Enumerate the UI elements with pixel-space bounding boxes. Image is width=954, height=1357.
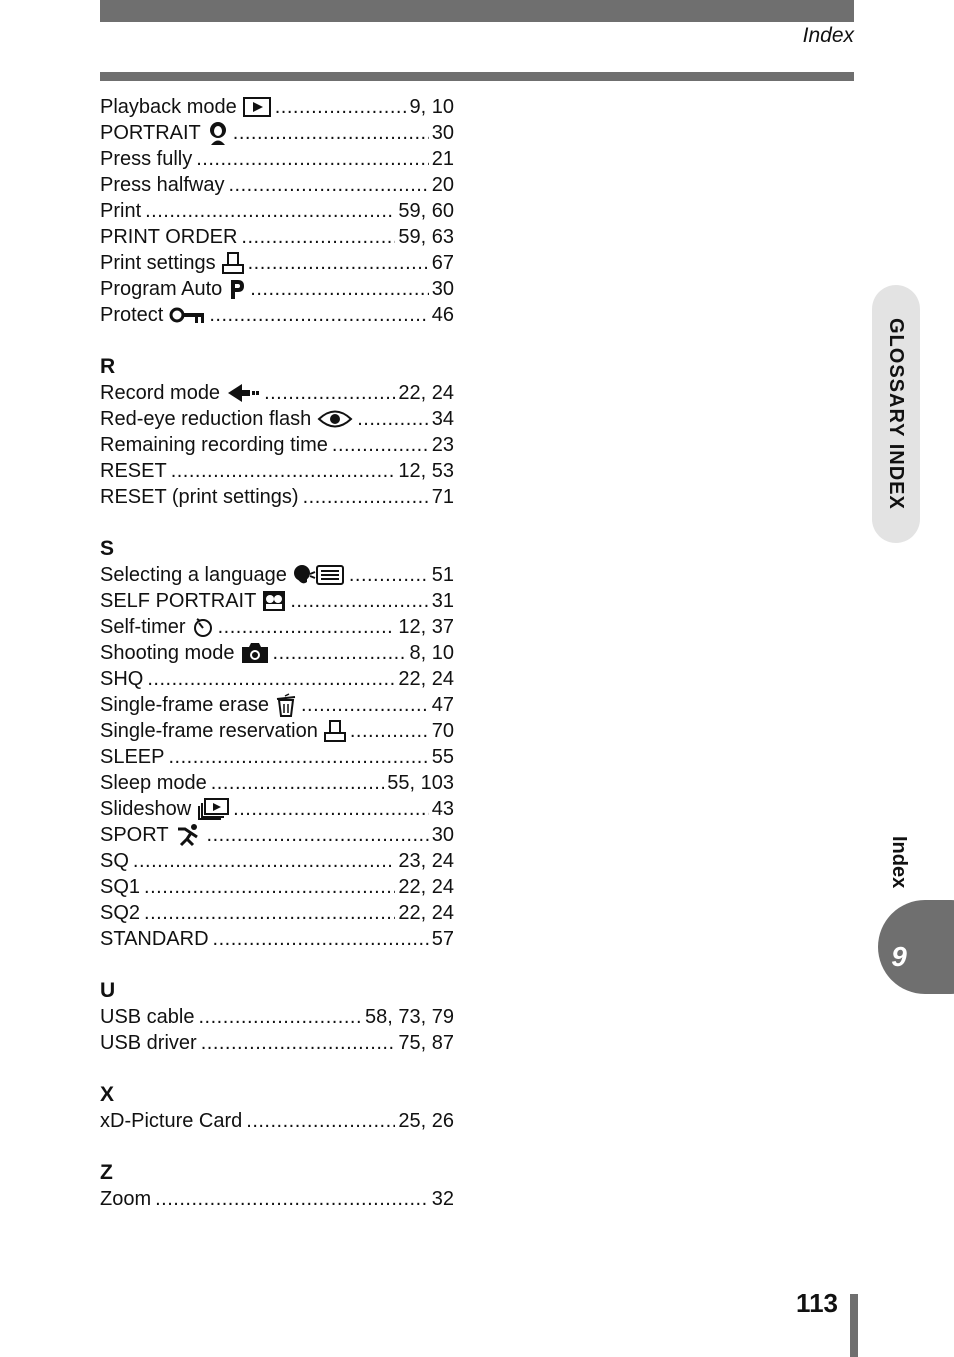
section-letter: U (100, 979, 116, 1002)
entry-term: Press halfway (100, 174, 225, 196)
index-entry (100, 614, 454, 640)
entry-pages: 34 (431, 408, 454, 430)
dot-leader (233, 796, 429, 822)
index-entry (100, 1030, 454, 1056)
entry-pages: 55 (431, 746, 454, 768)
dot-leader (201, 1030, 396, 1056)
entry-pages: 31 (431, 590, 454, 612)
portrait-icon (207, 120, 229, 146)
index-entry (100, 458, 454, 484)
index-entry (100, 848, 454, 874)
entry-pages: 22, 24 (398, 668, 454, 690)
entry-term: PRINT ORDER (100, 226, 238, 248)
entry-pages: 47 (431, 694, 454, 716)
dot-leader (248, 250, 429, 276)
key-icon (169, 302, 205, 328)
entry-term: RESET (print settings) (100, 486, 299, 508)
dot-leader (349, 562, 429, 588)
index-entry (100, 250, 454, 276)
entry-term: Selecting a language (100, 564, 287, 586)
index-entry (100, 926, 454, 952)
dot-leader (171, 458, 396, 484)
page-title: Index (802, 24, 854, 47)
chapter-number: 9 (891, 941, 907, 972)
dot-leader (155, 1186, 429, 1212)
entry-term: Self-timer (100, 616, 186, 638)
entry-pages: 30 (431, 122, 454, 144)
entry-pages: 23, 24 (398, 850, 454, 872)
entry-term: Shooting mode (100, 642, 235, 664)
eye-icon (317, 406, 353, 432)
entry-term: Single-frame reservation (100, 720, 318, 742)
index-section (100, 94, 454, 328)
index-entry (100, 1108, 454, 1134)
entry-pages: 55, 103 (387, 772, 454, 794)
index-section (100, 1082, 454, 1134)
entry-term: USB driver (100, 1032, 197, 1054)
section-letter: R (100, 355, 116, 378)
print-icon (324, 718, 346, 744)
index-section (100, 354, 454, 510)
index-section (100, 536, 454, 952)
entry-term: Print (100, 200, 142, 222)
entry-pages: 75, 87 (398, 1032, 454, 1054)
index-entry (100, 406, 454, 432)
entry-pages: 67 (431, 252, 454, 274)
dot-leader (145, 198, 395, 224)
entry-pages: 51 (431, 564, 454, 586)
index-entry (100, 796, 454, 822)
index-entry (100, 692, 454, 718)
dot-leader (199, 1004, 363, 1030)
dot-leader (250, 276, 428, 302)
self-portrait-icon (262, 588, 286, 614)
dot-leader (229, 172, 429, 198)
dot-leader (147, 666, 395, 692)
entry-term: Print settings (100, 252, 216, 274)
index-entry (100, 822, 454, 848)
program-p-icon (228, 276, 246, 302)
entry-term: STANDARD (100, 928, 209, 950)
index-entry (100, 874, 454, 900)
trash-icon (275, 692, 297, 718)
entry-pages: 9, 10 (409, 96, 454, 118)
dot-leader (144, 874, 395, 900)
print-icon (222, 250, 244, 276)
entry-term: SPORT (100, 824, 169, 846)
dot-leader (332, 432, 429, 458)
dot-leader (196, 146, 429, 172)
dot-leader (133, 848, 395, 874)
entry-pages: 30 (431, 278, 454, 300)
index-entry (100, 666, 454, 692)
dot-leader (211, 770, 385, 796)
dot-leader (357, 406, 429, 432)
entry-term: xD-Picture Card (100, 1110, 243, 1132)
dot-leader (301, 692, 429, 718)
entry-pages: 22, 24 (398, 902, 454, 924)
entry-term: Record mode (100, 382, 221, 404)
entry-pages: 71 (431, 486, 454, 508)
side-tab-label: GLOSSARY INDEX (885, 318, 907, 510)
index-entry (100, 1186, 454, 1212)
entry-pages: 58, 73, 79 (365, 1006, 454, 1028)
page-number-bar (850, 1294, 858, 1357)
header-bar (100, 0, 854, 22)
entry-pages: 32 (431, 1188, 454, 1210)
index-entry (100, 198, 454, 224)
entry-term: Playback mode (100, 96, 237, 118)
header-rule (100, 72, 854, 81)
entry-pages: 46 (431, 304, 454, 326)
index-section (100, 978, 454, 1056)
entry-pages: 70 (431, 720, 454, 742)
dot-leader (207, 822, 429, 848)
index-entry (100, 770, 454, 796)
entry-pages: 23 (431, 434, 454, 456)
dot-leader (168, 744, 428, 770)
entry-term: SELF PORTRAIT (100, 590, 257, 612)
index-entry (100, 380, 454, 406)
page-number: 113 (796, 1288, 838, 1318)
entry-term: SLEEP (100, 746, 165, 768)
entry-term: RESET (100, 460, 167, 482)
entry-term: SHQ (100, 668, 144, 690)
dot-leader (303, 484, 429, 510)
index-entry (100, 484, 454, 510)
dot-leader (144, 900, 395, 926)
entry-term: SQ1 (100, 876, 141, 898)
index-entry (100, 146, 454, 172)
chapter-label: Index (888, 836, 910, 889)
index-entry (100, 718, 454, 744)
entry-pages: 25, 26 (398, 1110, 454, 1132)
index-entry (100, 900, 454, 926)
dot-leader (213, 926, 429, 952)
index-entry (100, 276, 454, 302)
dot-leader (264, 380, 395, 406)
index-entry (100, 640, 454, 666)
index-column (100, 94, 454, 1212)
entry-term: Sleep mode (100, 772, 207, 794)
entry-term: Red-eye reduction flash (100, 408, 312, 430)
dot-leader (218, 614, 396, 640)
section-letter: Z (100, 1161, 113, 1184)
sport-icon (175, 822, 203, 848)
section-letter: X (100, 1083, 115, 1106)
entry-pages: 21 (431, 148, 454, 170)
entry-term: SQ2 (100, 902, 141, 924)
dot-leader (275, 94, 407, 120)
entry-pages: 12, 37 (398, 616, 454, 638)
entry-pages: 20 (431, 174, 454, 196)
entry-pages: 59, 60 (398, 200, 454, 222)
entry-pages: 30 (431, 824, 454, 846)
index-entry (100, 172, 454, 198)
entry-pages: 22, 24 (398, 876, 454, 898)
camera-icon (241, 640, 269, 666)
playback-icon (243, 94, 271, 120)
record-mode-icon (226, 380, 260, 406)
slideshow-icon (197, 796, 229, 822)
entry-term: Press fully (100, 148, 193, 170)
entry-pages: 8, 10 (409, 642, 454, 664)
index-entry (100, 120, 454, 146)
entry-pages: 43 (431, 798, 454, 820)
entry-term: SQ (100, 850, 129, 872)
index-entry (100, 94, 454, 120)
entry-pages: 22, 24 (398, 382, 454, 404)
self-timer-icon (192, 614, 214, 640)
index-entry (100, 302, 454, 328)
entry-pages: 59, 63 (398, 226, 454, 248)
index-entry (100, 1004, 454, 1030)
entry-term: Slideshow (100, 798, 192, 820)
dot-leader (273, 640, 407, 666)
entry-term: Remaining recording time (100, 434, 328, 456)
index-entry (100, 432, 454, 458)
language-icon (293, 562, 345, 588)
entry-pages: 12, 53 (398, 460, 454, 482)
entry-term: Protect (100, 304, 164, 326)
entry-term: Program Auto (100, 278, 223, 300)
entry-term: PORTRAIT (100, 122, 201, 144)
dot-leader (246, 1108, 395, 1134)
dot-leader (209, 302, 428, 328)
index-section (100, 1160, 454, 1212)
dot-leader (350, 718, 429, 744)
entry-term: Single-frame erase (100, 694, 269, 716)
dot-leader (290, 588, 428, 614)
dot-leader (241, 224, 395, 250)
entry-pages: 57 (431, 928, 454, 950)
entry-term: Zoom (100, 1188, 152, 1210)
section-letter: S (100, 537, 115, 560)
index-entry (100, 588, 454, 614)
entry-term: USB cable (100, 1006, 195, 1028)
index-entry (100, 744, 454, 770)
dot-leader (233, 120, 429, 146)
index-entry (100, 224, 454, 250)
index-entry (100, 562, 454, 588)
